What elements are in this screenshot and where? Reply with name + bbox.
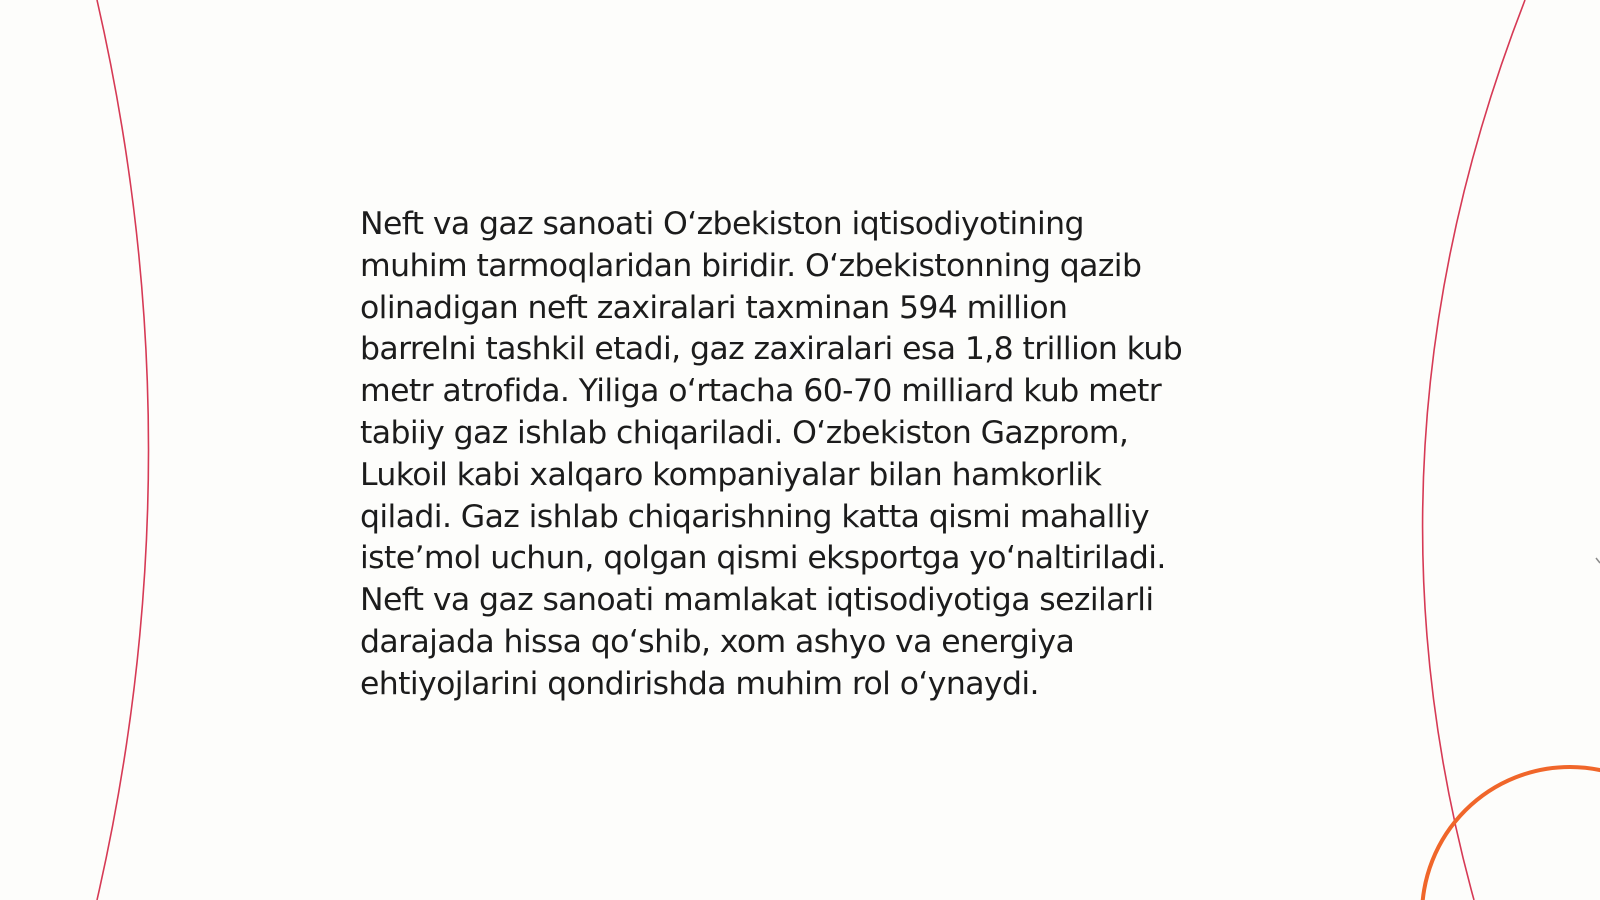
paragraph-line: ehtiyojlarini qondirishda muhim rol o‘ynaydi. — [360, 665, 1039, 702]
paragraph-line: iste’mol uchun, qolgan qismi eksportga yo‘naltiriladi. — [360, 540, 1166, 577]
paragraph-line: muhim tarmoqlaridan biridir. O‘zbekistonning qazib — [360, 247, 1142, 284]
paragraph-line: darajada hissa qo‘shib, xom ashyo va energiya — [360, 623, 1075, 660]
paragraph-line: Lukoil kabi xalqaro kompaniyalar bilan hamkorlik — [360, 456, 1102, 493]
left-curve-line — [97, 0, 149, 900]
paragraph-line: olinadigan neft zaxiralari taxminan 594 million — [360, 289, 1068, 326]
paragraph-line: Neft va gaz sanoati mamlakat iqtisodiyotiga sezilarli — [360, 582, 1154, 619]
orange-circle-outline — [1422, 767, 1600, 900]
body-paragraph — [360, 204, 1240, 706]
paragraph-line: barrelni tashkil etadi, gaz zaxiralari esa 1,8 trillion kub — [360, 331, 1183, 368]
paragraph-line: tabiiy gaz ishlab chiqariladi. O‘zbekiston Gazprom, — [360, 414, 1129, 451]
small-arrow-mark — [1596, 558, 1600, 563]
paragraph-line: qiladi. Gaz ishlab chiqarishning katta qismi mahalliy — [360, 498, 1150, 535]
paragraph-line: Neft va gaz sanoati O‘zbekiston iqtisodiyotining — [360, 206, 1084, 242]
paragraph-line: metr atrofida. Yiliga o‘rtacha 60-70 milliard kub metr — [360, 373, 1162, 410]
right-curve-line — [1423, 0, 1525, 900]
